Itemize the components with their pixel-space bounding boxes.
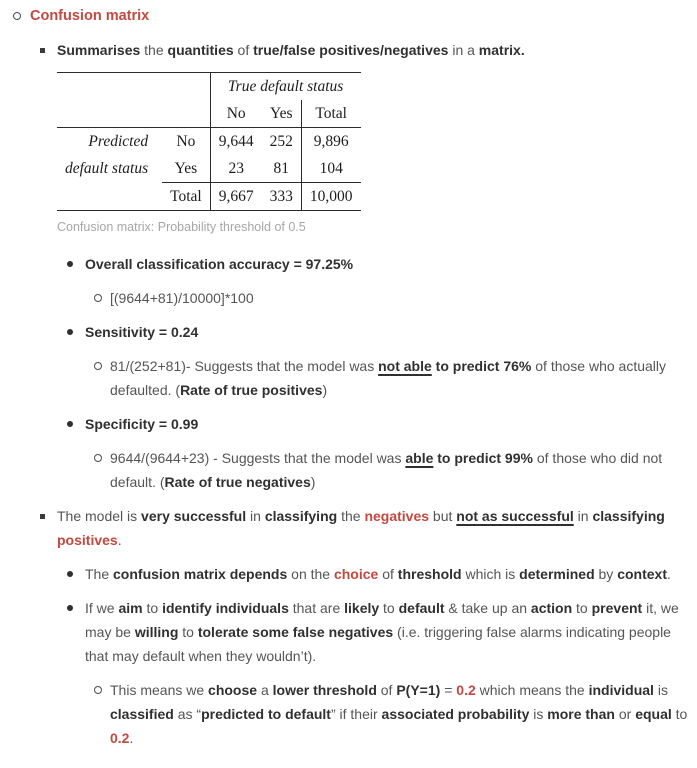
table-row — [57, 155, 361, 183]
summary-line — [0, 38, 691, 62]
text-segment: which means the — [475, 682, 589, 698]
table-row — [57, 73, 361, 101]
bullet-square-icon — [40, 48, 45, 53]
text-segment: to predict 99% — [437, 450, 533, 466]
row-group-label: Predicted — [88, 132, 149, 150]
text-segment: 0.2 — [110, 730, 130, 746]
text-segment: quantities — [167, 42, 234, 58]
row-header: Yes — [162, 155, 210, 183]
item-text — [110, 354, 691, 402]
text-segment: Rate of true positives — [180, 382, 323, 398]
col-header-no: No — [210, 100, 261, 128]
text-segment: P(Y=1) — [396, 682, 441, 698]
text-segment: a — [257, 682, 273, 698]
text-segment: of — [376, 682, 397, 698]
item-text — [110, 286, 691, 310]
cell-no-yes: 252 — [269, 132, 293, 150]
text-segment: to predict 76% — [435, 358, 532, 374]
specificity-explanation — [0, 446, 691, 494]
item-text — [85, 596, 691, 668]
text-segment: The — [85, 566, 114, 582]
text-segment: more than — [547, 706, 615, 722]
cell-no-total: 9,896 — [301, 128, 360, 156]
text-segment: it, we may be — [85, 600, 679, 640]
text-segment: 0.2 — [456, 682, 476, 698]
text-segment: & take up an — [444, 600, 531, 616]
overall-accuracy — [0, 252, 691, 276]
bullet-disc-icon — [67, 261, 73, 267]
item-text — [110, 678, 691, 750]
text-segment: context — [617, 566, 667, 582]
text-segment: not as successful — [456, 508, 574, 524]
text-segment: on the — [287, 566, 334, 582]
text-segment: to — [671, 706, 688, 722]
col-header-total: Total — [301, 100, 360, 128]
confusion-matrix-table — [57, 72, 691, 211]
text-segment: [(9644+81)/10000]*100 — [110, 290, 254, 306]
lower-threshold-explanation — [0, 678, 691, 750]
text-segment: classified — [110, 706, 174, 722]
text-segment: 81/(252+81)- Suggests that the model was — [110, 358, 379, 374]
text-segment: Rate of true negatives — [164, 474, 311, 490]
text-segment: If we — [85, 600, 119, 616]
cell-yes-no: 23 — [228, 159, 244, 177]
text-segment: in a — [448, 42, 479, 58]
text-segment: likely — [344, 600, 380, 616]
text-segment: Confusion matrix — [30, 8, 150, 24]
cell-total-total: 10,000 — [301, 183, 360, 211]
empty-corner-cell — [57, 73, 210, 101]
cell-total-no: 9,667 — [210, 183, 261, 211]
text-segment: identify individuals — [162, 600, 289, 616]
text-segment: positives — [57, 532, 118, 548]
text-segment: very successful — [141, 508, 247, 524]
text-segment: . — [667, 566, 671, 582]
text-segment: action — [530, 600, 573, 616]
text-segment: equal — [635, 706, 672, 722]
text-segment: negatives — [364, 508, 430, 524]
table-row — [57, 128, 361, 156]
notes-list — [0, 4, 691, 750]
text-segment: . — [129, 730, 134, 746]
text-segment: This means we — [110, 682, 209, 698]
text-segment: . — [117, 532, 122, 548]
text-segment: choice — [333, 566, 379, 582]
cell-yes-total: 104 — [301, 155, 360, 183]
text-segment: which is — [461, 566, 520, 582]
text-segment: prevent — [591, 600, 643, 616]
text-segment: default — [398, 600, 445, 616]
table-caption: Confusion matrix: Probability threshold of 0.5 — [57, 220, 306, 234]
row-header: No — [162, 128, 210, 156]
aim-identify-individuals — [0, 596, 691, 668]
text-segment: classifying — [592, 508, 665, 524]
col-group-header: True default status — [210, 73, 360, 101]
text-segment: of — [233, 42, 254, 58]
text-segment: ) — [322, 382, 328, 398]
text-segment: to — [142, 600, 163, 616]
text-segment: matrix. — [478, 42, 525, 58]
bullet-disc-icon — [67, 329, 73, 335]
accuracy-formula — [0, 286, 691, 310]
text-segment: to — [379, 600, 399, 616]
text-segment: (i.e. triggering false alarms indicating people that may default when they wouldn’t). — [85, 624, 671, 664]
text-segment: Overall classification accuracy = 97.25% — [85, 256, 354, 272]
item-text — [85, 412, 691, 436]
text-segment: in — [573, 508, 593, 524]
table-row — [57, 183, 361, 211]
text-segment: as “ — [173, 706, 202, 722]
text-segment: by — [594, 566, 618, 582]
text-segment: in — [246, 508, 265, 524]
sensitivity — [0, 320, 691, 344]
model-success-summary — [0, 504, 691, 552]
text-segment: tolerate some false negatives — [197, 624, 394, 640]
threshold-choice — [0, 562, 691, 586]
text-segment: predicted to default — [201, 706, 331, 722]
row-header: Total — [162, 183, 210, 211]
text-segment: to — [572, 600, 592, 616]
cell-yes-yes: 81 — [273, 159, 289, 177]
item-text — [85, 562, 691, 586]
text-segment: 9644/(9644+23) - Suggests that the model was — [110, 450, 406, 466]
bullet-circle-open-icon — [94, 686, 102, 694]
text-segment: Sensitivity = 0.24 — [85, 324, 199, 340]
item-text — [85, 320, 691, 344]
text-segment: determined — [519, 566, 595, 582]
text-segment: able — [405, 450, 434, 466]
text-segment: of those who did not default. ( — [110, 450, 663, 490]
text-segment: choose — [208, 682, 258, 698]
text-segment: ” if their — [330, 706, 382, 722]
heading-confusion-matrix — [0, 4, 691, 28]
text-segment: but — [429, 508, 457, 524]
text-segment: that are — [288, 600, 345, 616]
text-segment: = — [440, 682, 457, 698]
text-segment: of — [378, 566, 398, 582]
col-header-yes: Yes — [262, 100, 302, 128]
cell-no-no: 9,644 — [218, 132, 254, 150]
text-segment: Summarises — [57, 42, 141, 58]
text-segment: associated probability — [381, 706, 530, 722]
text-segment: to — [178, 624, 198, 640]
text-segment: true/false positives/negatives — [253, 42, 449, 58]
specificity — [0, 412, 691, 436]
bullet-circle-open-icon — [94, 362, 102, 370]
text-segment: not able — [378, 358, 432, 374]
bullet-circle-open-icon — [94, 294, 102, 302]
text-segment: willing — [134, 624, 179, 640]
bullet-disc-icon — [67, 605, 73, 611]
text-segment: threshold — [397, 566, 462, 582]
bullet-disc-icon — [67, 571, 73, 577]
item-text — [57, 504, 691, 552]
text-segment: Specificity = 0.99 — [85, 416, 199, 432]
bullet-square-icon — [40, 514, 45, 519]
cell-total-yes: 333 — [262, 183, 302, 211]
table-row — [57, 100, 361, 128]
bullet-disc-icon — [67, 421, 73, 427]
row-group-label: default status — [65, 159, 149, 177]
bullet-circle-open-icon — [13, 12, 21, 20]
text-segment: confusion matrix depends — [113, 566, 288, 582]
text-segment: individual — [588, 682, 654, 698]
text-segment: lower threshold — [272, 682, 377, 698]
text-segment: is — [653, 682, 668, 698]
text-segment: is — [529, 706, 548, 722]
item-text — [30, 4, 691, 28]
bullet-circle-open-icon — [94, 454, 102, 462]
sensitivity-explanation — [0, 354, 691, 402]
text-segment: aim — [118, 600, 143, 616]
text-segment: the — [140, 42, 168, 58]
text-segment: ) — [310, 474, 316, 490]
item-text — [57, 38, 691, 62]
item-text — [110, 446, 691, 494]
text-segment: of those who actually defaulted. ( — [110, 358, 667, 398]
text-segment: the — [337, 508, 365, 524]
item-text — [85, 252, 691, 276]
text-segment: or — [614, 706, 636, 722]
text-segment: The model is — [57, 508, 142, 524]
text-segment: classifying — [264, 508, 338, 524]
